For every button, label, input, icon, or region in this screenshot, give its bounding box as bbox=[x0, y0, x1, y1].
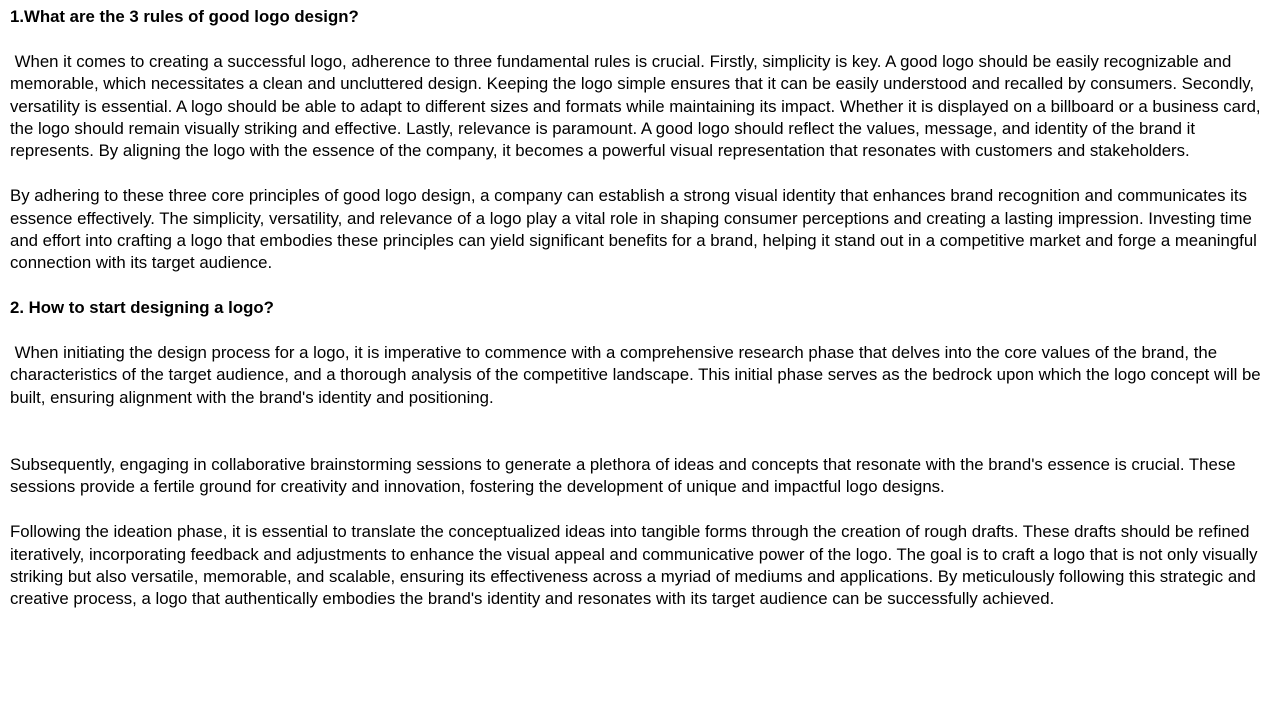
section-1-heading: 1.What are the 3 rules of good logo design? bbox=[10, 7, 359, 26]
section-2-heading: 2. How to start designing a logo? bbox=[10, 298, 274, 318]
section-2-paragraph-3: Following the ideation phase, it is essential to translate the conceptualized ideas into tangible forms through the creation of rough drafts. These drafts should be refined iteratively, incorporating feedback and adjustments to enhance the visual appeal and communicative power of the logo. The goal is to craft a logo that is not only visually striking but also versatile, memorable, and scalable, ensuring its effectiveness across a myriad of mediums and applications. By meticulously following this strategic and creative process, a logo that authentically embodies the brand's identity and resonates with its target audience can be successfully achieved. bbox=[10, 522, 1258, 609]
section-2-paragraph-1: When initiating the design process for a logo, it is imperative to commence with a comprehensive research phase that delves into the core values of the brand, the characteristics of the target audience, and a thorough analysis of the competitive landscape. This initial phase serves as the bedrock upon which the logo concept will be built, ensuring alignment with the brand's identity and positioning. bbox=[10, 343, 1266, 407]
section-1-paragraph-1: When it comes to creating a successful logo, adherence to three fundamental rules is crucial. Firstly, simplicity is key. A good logo should be easily recognizable and memorable, which necessitates a clean and uncluttered design. Keeping the logo simple ensures that it can be easily understood and recalled by consumers. Secondly, versatility is essential. A logo should be able to adapt to different sizes and formats while maintaining its impact. Whether it is displayed on a billboard or a business card, the logo should remain visually striking and effective. Lastly, relevance is paramount. A good logo should reflect the values, message, and identity of the brand it represents. By aligning the logo with the essence of the company, it becomes a powerful visual representation that resonates with customers and stakeholders. bbox=[10, 51, 1266, 161]
section-2-paragraph-2: Subsequently, engaging in collaborative brainstorming sessions to generate a plethora of ideas and concepts that resonate with the brand's essence is crucial. These sessions provide a fertile ground for creativity and innovation, fostering the development of unique and impactful logo designs. bbox=[10, 455, 1236, 497]
section-1-paragraph-2: By adhering to these three core principles of good logo design, a company can establish a strong visual identity that enhances brand recognition and communicates its essence effectively. The simplicity, versatility, and relevance of a logo play a vital role in shaping consumer perceptions and creating a lasting impression. Investing time and effort into crafting a logo that embodies these principles can yield significant benefits for a brand, helping it stand out in a competitive market and forge a meaningful connection with its target audience. bbox=[10, 186, 1257, 273]
document-body bbox=[10, 6, 1272, 611]
